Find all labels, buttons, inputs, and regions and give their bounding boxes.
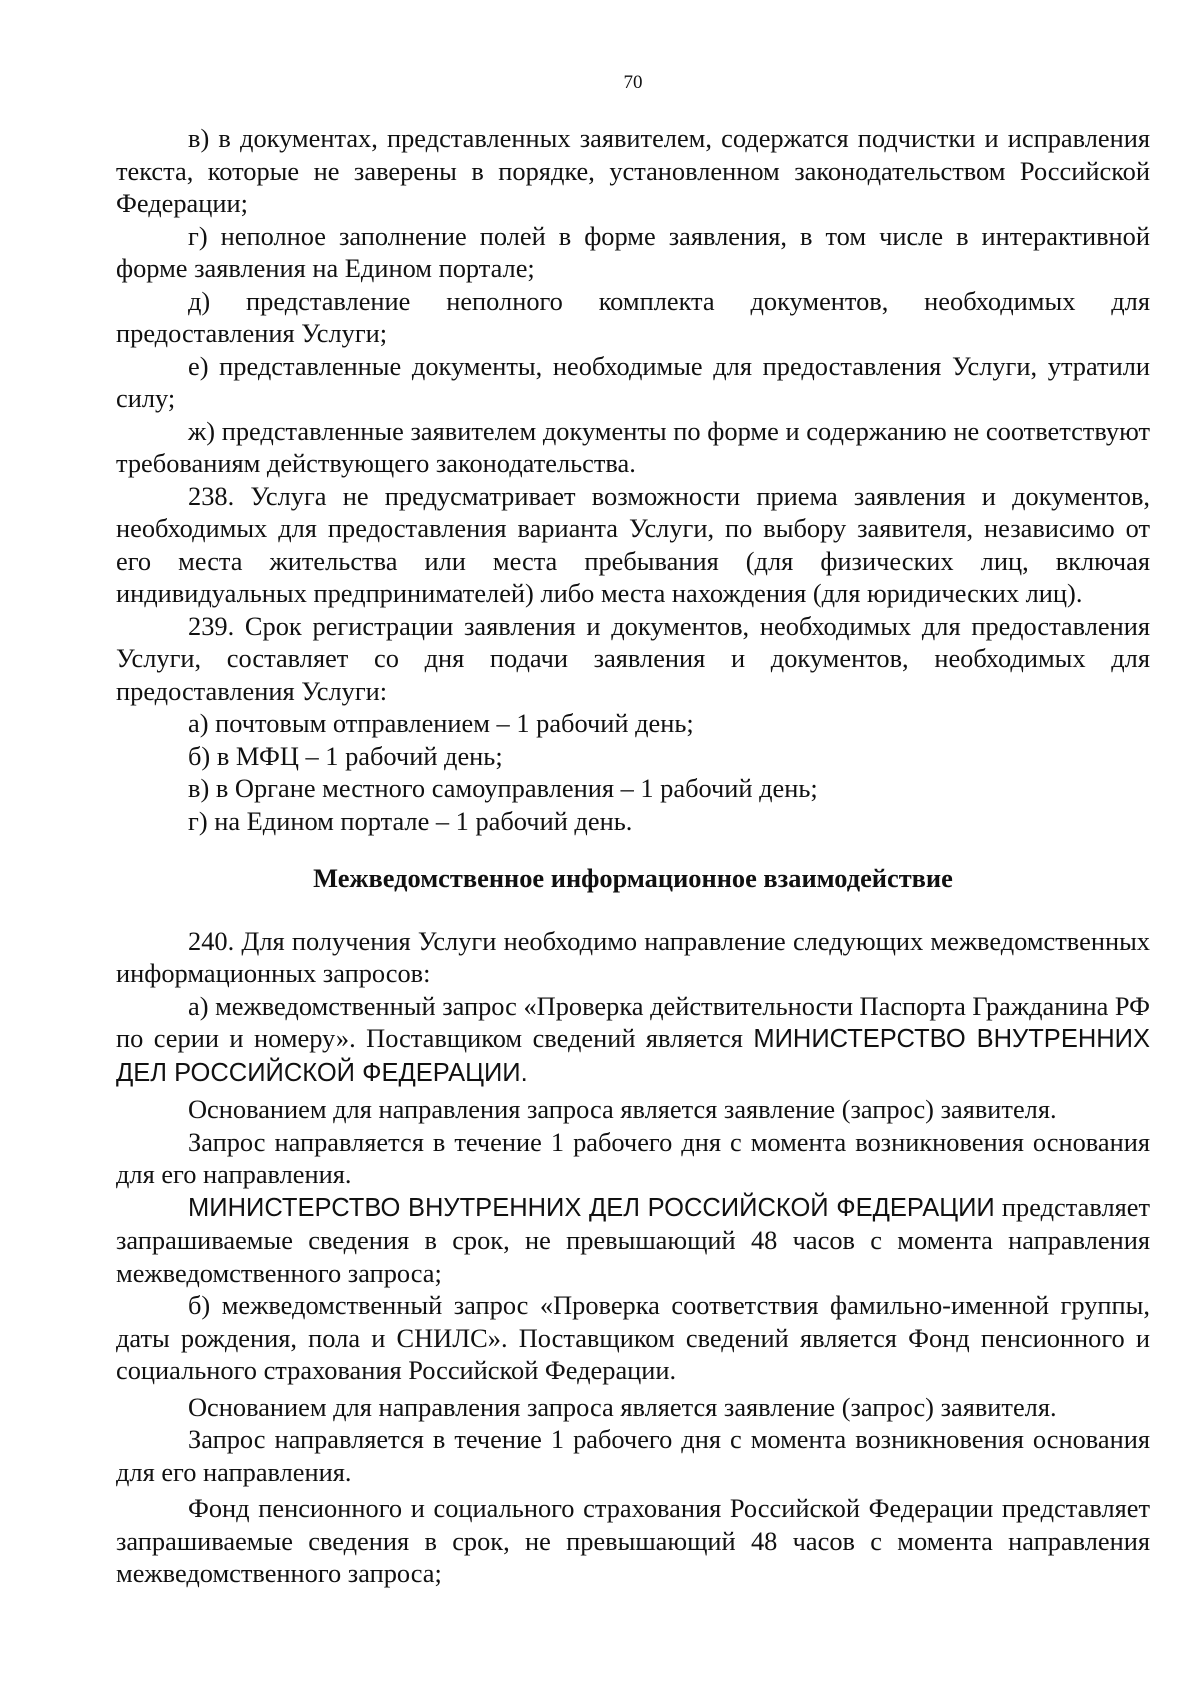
paragraph-240-b-basis: Основанием для направления запроса является заявление (запрос) заявителя.	[188, 1391, 1057, 1422]
paragraph-240-a-basis: Основанием для направления запроса является заявление (запрос) заявителя.	[188, 1094, 1057, 1124]
paragraph-240-b-timing: Запрос направляется в течение 1 рабочего дня с момента возникновения основания для его направления.	[116, 1424, 1150, 1487]
paragraph-240-b-response: Фонд пенсионного и социального страхования Российской Федерации представляет запрашиваемые сведения в срок, не превышающий 48 часов с момента направления межведомственного запроса;	[116, 1493, 1150, 1588]
paragraph-240-a-timing: Запрос направляется в течение 1 рабочего дня с момента возникновения основания для его направления.	[116, 1126, 1150, 1189]
response-org-mvd: МИНИСТЕРСТВО ВНУТРЕННИХ ДЕЛ РОССИЙСКОЙ ФЕДЕРАЦИИ	[188, 1193, 995, 1222]
paragraph-239-g: г) на Едином портале – 1 рабочий день.	[188, 805, 633, 836]
paragraph-239-v: в) в Органе местного самоуправления – 1 рабочий день;	[188, 773, 818, 803]
paragraph-238: 238. Услуга не предусматривает возможности приема заявления и документов, необходимых для предоставления варианта Услуги, по выбору заявителя, независимо от его места жительства или места пребывания (для физических лиц, включая индивидуальных предпринимателей) либо места нахождения (для юридических лиц).	[116, 480, 1150, 608]
page-number: 70	[623, 72, 643, 93]
document-body	[116, 122, 1150, 1590]
paragraph-item-d: д) представление неполного комплекта документов, необходимых для предоставления Услуги;	[116, 285, 1150, 348]
paragraph-item-g: г) неполное заполнение полей в форме заявления, в том числе в интерактивной форме заявления на Едином портале;	[116, 220, 1150, 283]
paragraph-240-a	[116, 990, 1150, 1090]
paragraph-240: 240. Для получения Услуги необходимо направление следующих межведомственных информационных запросов:	[116, 925, 1150, 988]
paragraph-item-v: в) в документах, представленных заявителем, содержатся подчистки и исправления текста, которые не заверены в порядке, установленном законодательством Российской Федерации;	[116, 123, 1150, 218]
paragraph-239-a: а) почтовым отправлением – 1 рабочий день;	[188, 708, 694, 738]
paragraph-240-a-response	[116, 1191, 1150, 1290]
paragraph-item-e: е) представленные документы, необходимые для предоставления Услуги, утратили силу;	[116, 350, 1150, 413]
section-heading: Межведомственное информационное взаимодействие	[313, 863, 953, 893]
paragraph-item-zh: ж) представленные заявителем документы по форме и содержанию не соответствуют требованиям действующего законодательства.	[116, 415, 1150, 478]
paragraph-240-b: б) межведомственный запрос «Проверка соответствия фамильно-именной группы, даты рождения, пола и СНИЛС». Поставщиком сведений является Фонд пенсионного и социального страхования Российской Федерации.	[116, 1290, 1150, 1385]
paragraph-240-a-text: а) межведомственный запрос «Проверка действительности Паспорта Гражданина РФ по серии и номеру». Поставщиком сведений является	[116, 990, 1151, 1053]
paragraph-239-b: б) в МФЦ – 1 рабочий день;	[188, 740, 503, 771]
supplier-mvd: МИНИСТЕРСТВО ВНУТРЕННИХ ДЕЛ РОССИЙСКОЙ ФЕДЕРАЦИИ.	[116, 1025, 1150, 1087]
response-text-mvd: представляет запрашиваемые сведения в срок, не превышающий 48 часов с момента направления межведомственного запроса;	[116, 1191, 1150, 1288]
paragraph-239: 239. Срок регистрации заявления и документов, необходимых для предоставления Услуги, составляет со дня подачи заявления и документов, необходимых для предоставления Услуги:	[116, 610, 1150, 706]
